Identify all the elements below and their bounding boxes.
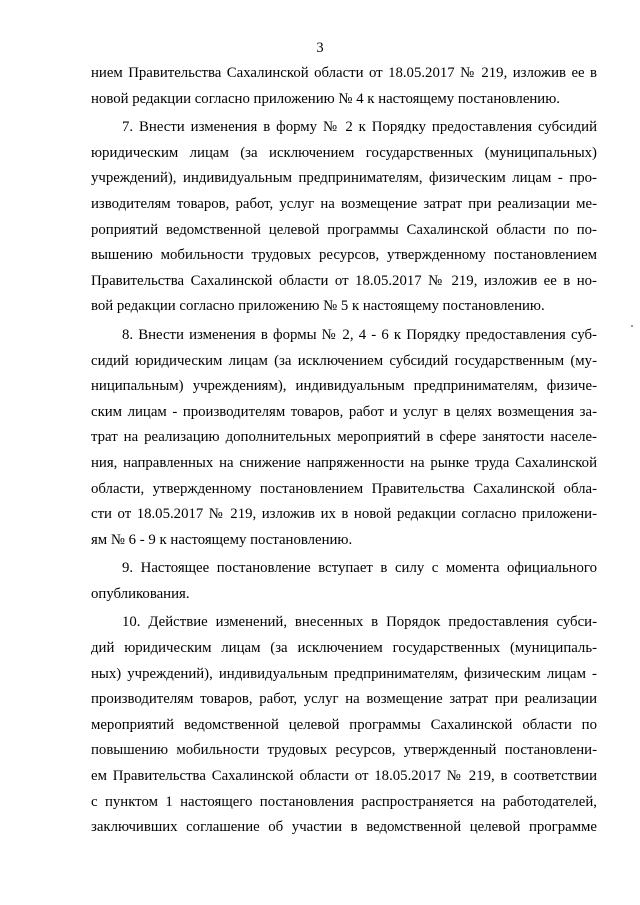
text-line: ям № 6 - 9 к настоящему постановлению. [91,531,353,548]
text-line: ским лицам - производителям товаров, работ и услуг в целях возмещения за- [91,403,597,420]
text-line: 10. Действие изменений, внесенных в Порядок предоставления субси- [122,614,597,631]
text-line: ниципальным) учреждениям), индивидуальным предпринимателям, физиче- [91,378,597,395]
text-line: нием Правительства Сахалинской области от 18.05.2017 № 219, изложив ее в [91,65,597,81]
document-body [91,61,597,841]
text-line: дий юридическим лицам (за исключением государственных (муниципаль- [91,640,597,657]
text-line: вышению мобильности трудовых ресурсов, утвержденному постановлением [91,247,597,264]
text-line: 7. Внести изменения в форму № 2 к Порядку предоставления субсидий [122,119,597,136]
text-line: ных) учреждений), индивидуальным предпринимателям, физическим лицам - [91,665,597,682]
paragraph-continuation [91,61,597,112]
text-line: 9. Настоящее постановление вступает в силу с момента официального [122,560,597,577]
paragraph-8 [91,323,597,553]
text-line: заключивших соглашение об участии в ведомственной целевой программе [91,819,597,836]
text-line: области, утвержденному постановлением Правительства Сахалинской обла- [91,480,597,497]
text-line: повышению мобильности трудовых ресурсов, утвержденный постановлени- [91,742,597,759]
text-line: роприятий ведомственной целевой программы Сахалинской области по по- [91,221,597,238]
text-line: учреждений), индивидуальным предпринимателям, физическим лицам - про- [91,170,597,187]
text-line: сидий юридическим лицам (за исключением субсидий государственным (му- [91,352,597,369]
text-line: 8. Внести изменения в формы № 2, 4 - 6 к Порядку предоставления суб- [122,326,597,343]
text-line: опубликования. [91,585,190,602]
text-line: ния, направленных на снижение напряженности на рынке труда Сахалинской [91,454,597,471]
text-line: ем Правительства Сахалинской области от 18.05.2017 № 219, в соответствии [91,768,597,785]
text-line: трат на реализацию дополнительных мероприятий в сфере занятости населе- [91,429,597,446]
text-line: вой редакции согласно приложению № 5 к настоящему постановлению. [91,298,545,315]
scan-speck [631,325,633,327]
text-line: Правительства Сахалинской области от 18.05.2017 № 219, изложив ее в но- [91,272,597,289]
text-line: производителям товаров, работ, услуг на возмещение затрат при реализации [91,691,597,708]
paragraph-9 [91,556,597,607]
page-number: 3 [316,40,324,56]
text-line: новой редакции согласно приложению № 4 к настоящему постановлению. [91,90,560,107]
text-line: мероприятий ведомственной целевой программы Сахалинской области по [91,716,597,733]
paragraph-10 [91,610,597,840]
text-line: юридическим лицам (за исключением государственных (муниципальных) [91,144,597,161]
text-line: с пунктом 1 настоящего постановления распространяется на работодателей, [91,793,597,810]
text-line: изводителям товаров, работ, услуг на возмещение затрат при реализации ме- [91,195,597,212]
paragraph-7 [91,115,597,320]
text-line: сти от 18.05.2017 № 219, изложив их в новой редакции согласно приложени- [91,506,597,523]
